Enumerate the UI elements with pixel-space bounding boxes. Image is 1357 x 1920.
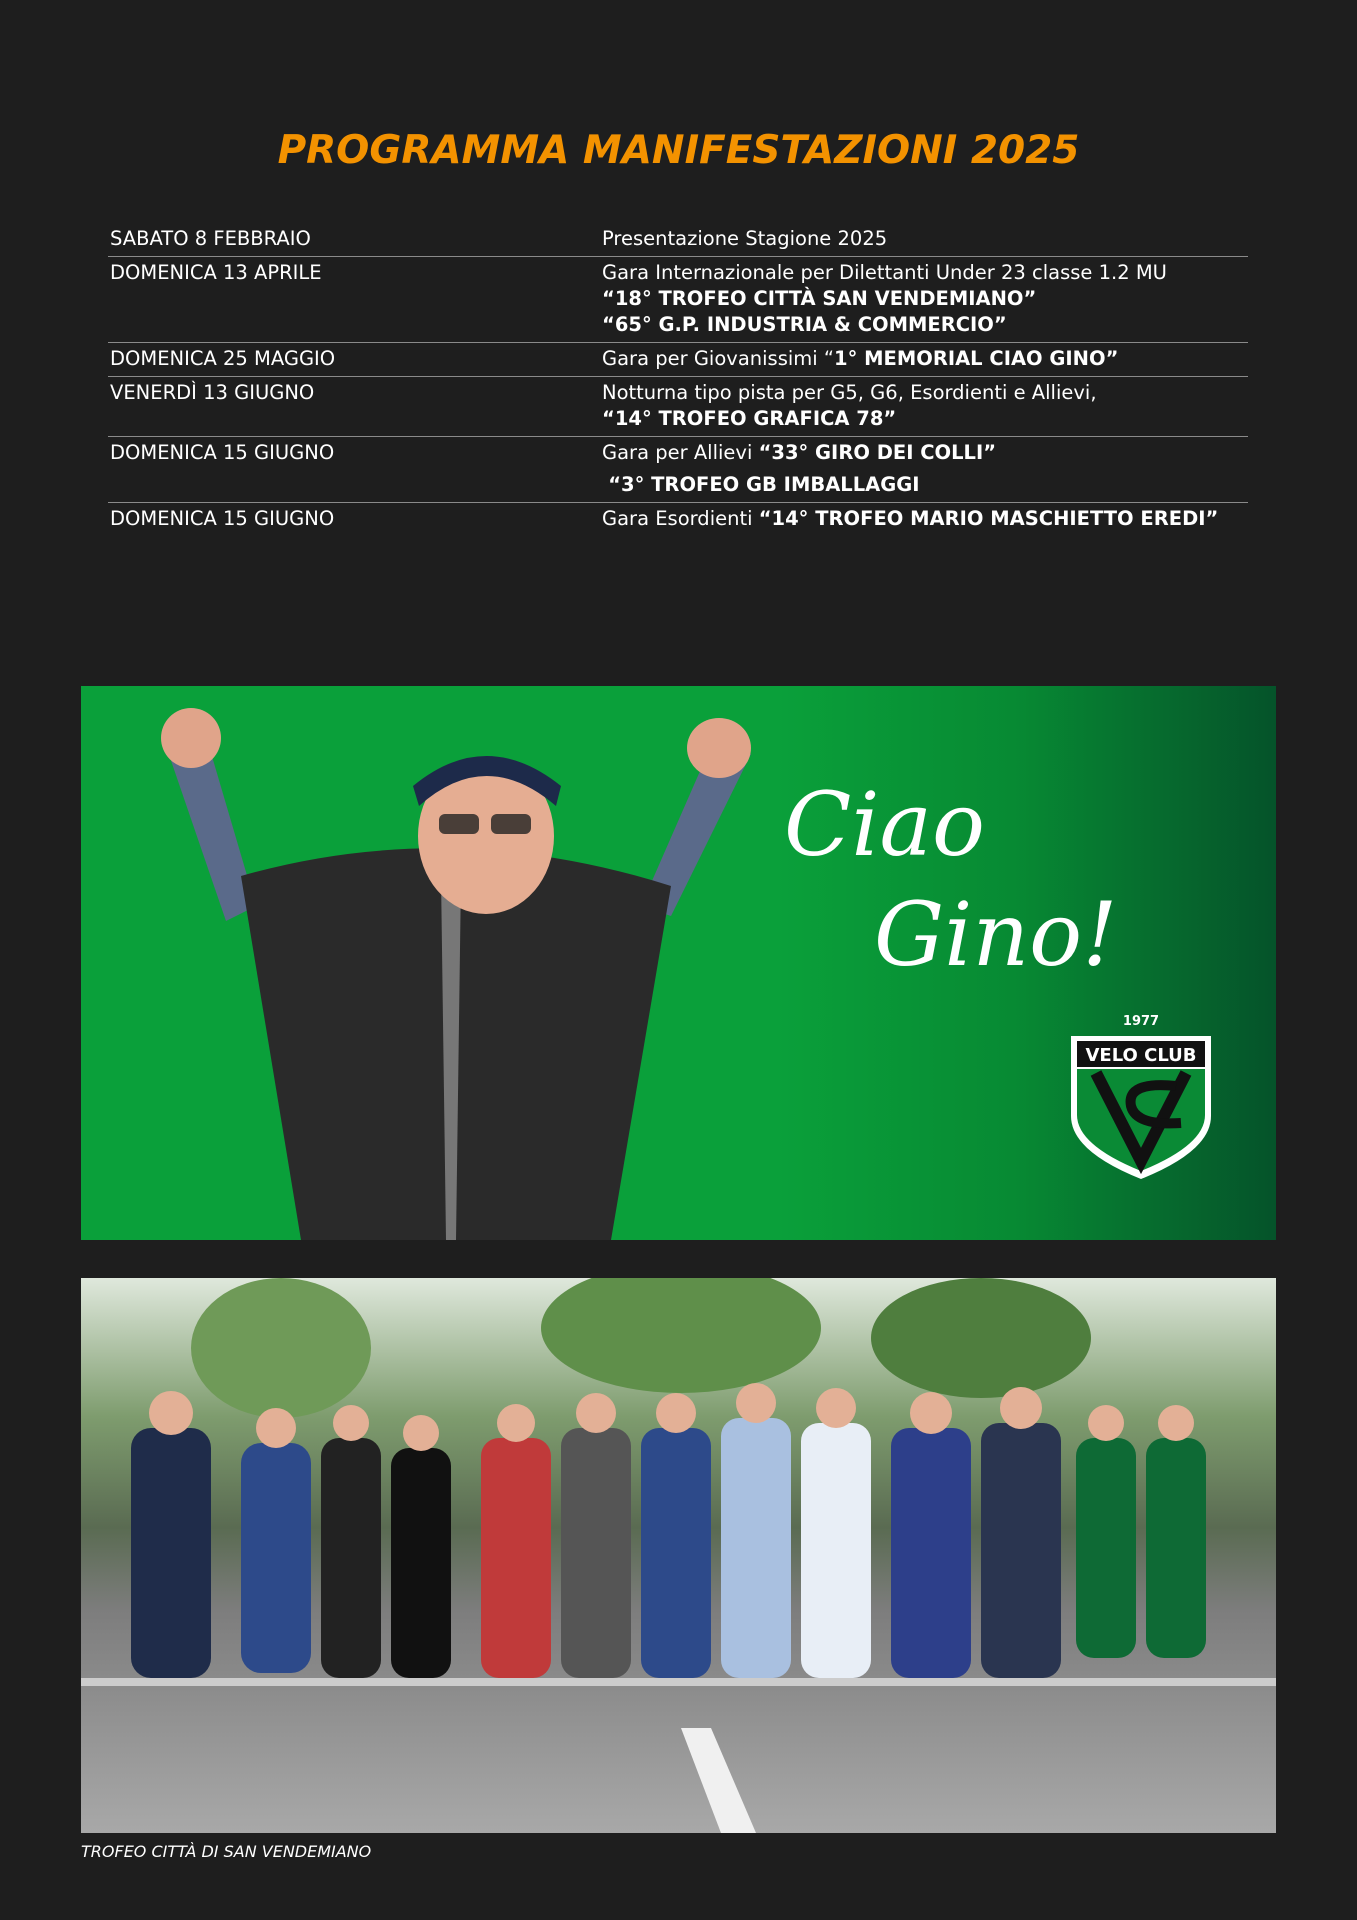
event-date: VENERDÌ 13 GIUGNO (110, 381, 315, 404)
memorial-banner (81, 686, 1276, 1240)
event-text: Gara per Giovanissimi “ (602, 347, 834, 370)
event-description (602, 260, 1248, 338)
event-name: “3° TROFEO GB IMBALLAGGI (608, 473, 920, 496)
event-schedule (108, 223, 1248, 536)
group-photo (81, 1278, 1276, 1833)
event-name: “65° G.P. INDUSTRIA & COMMERCIO” (602, 313, 1007, 336)
event-description (602, 346, 1248, 372)
event-name: “14° TROFEO GRAFICA 78” (602, 407, 897, 430)
schedule-row (108, 377, 1248, 437)
photo-caption: TROFEO CITTÀ DI SAN VENDEMIANO (81, 1842, 372, 1861)
celebrating-man-photo (151, 706, 751, 1240)
schedule-row (108, 257, 1248, 343)
event-name: 1° MEMORIAL CIAO GINO” (834, 347, 1119, 370)
schedule-row (108, 503, 1248, 536)
event-date: DOMENICA 25 MAGGIO (110, 347, 336, 370)
page-title: PROGRAMMA MANIFESTAZIONI 2025 (277, 128, 1080, 173)
event-line (602, 506, 1248, 532)
schedule-row (108, 437, 1248, 503)
event-text: Notturna tipo pista per G5, G6, Esordienti e Allievi, (602, 381, 1097, 404)
event-date: SABATO 8 FEBBRAIO (110, 227, 311, 250)
event-date: DOMENICA 15 GIUGNO (110, 441, 335, 464)
event-line (602, 312, 1248, 338)
logo-text: VELO CLUB (1085, 1045, 1197, 1066)
event-line (602, 346, 1248, 372)
script-line-1: Ciao (784, 773, 985, 876)
event-text: Gara per Allievi (602, 441, 759, 464)
event-line (602, 286, 1248, 312)
event-text: Presentazione Stagione 2025 (602, 227, 888, 250)
event-description (602, 440, 1248, 498)
schedule-row (108, 343, 1248, 377)
event-name: “14° TROFEO MARIO MASCHIETTO EREDI” (758, 507, 1219, 530)
event-line (602, 472, 1248, 498)
event-description (602, 506, 1248, 532)
event-name: “33° GIRO DEI COLLI” (758, 441, 997, 464)
event-text: Gara Internazionale per Dilettanti Under 23 classe 1.2 MU (602, 261, 1167, 284)
schedule-row (108, 223, 1248, 257)
event-name: “18° TROFEO CITTÀ SAN VENDEMIANO” (602, 287, 1037, 310)
event-line (602, 260, 1248, 286)
event-date: DOMENICA 13 APRILE (110, 261, 322, 284)
event-text: Gara Esordienti (602, 507, 759, 530)
event-description (602, 380, 1248, 432)
event-date: DOMENICA 15 GIUGNO (110, 507, 335, 530)
event-line (602, 406, 1248, 432)
event-line (602, 380, 1248, 406)
event-line (602, 226, 1248, 252)
ciao-gino-script (774, 760, 1174, 1000)
event-description (602, 226, 1248, 252)
script-line-2: Gino! (874, 883, 1118, 986)
event-line (602, 440, 1248, 466)
velo-club-logo (1066, 1011, 1216, 1181)
logo-year: 1977 (1122, 1014, 1160, 1029)
